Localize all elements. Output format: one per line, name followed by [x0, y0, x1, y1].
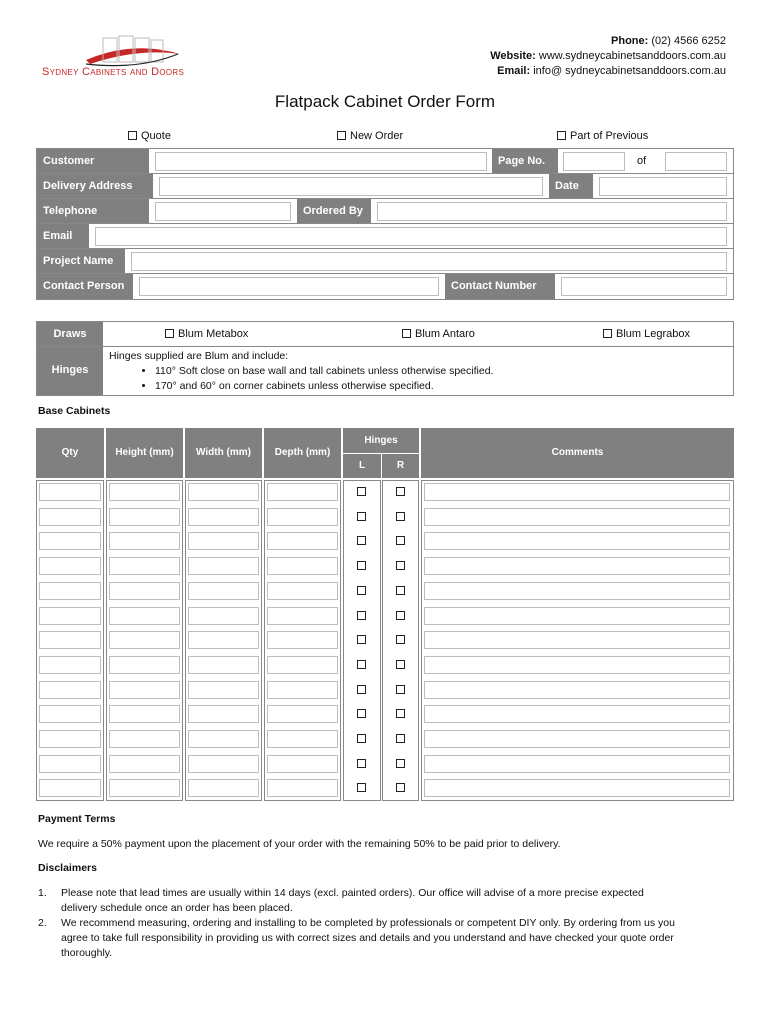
checkbox-icon[interactable]	[128, 131, 137, 140]
option-label: Quote	[141, 130, 171, 142]
height-field[interactable]	[109, 656, 180, 674]
width-field[interactable]	[188, 730, 259, 748]
width-field[interactable]	[188, 532, 259, 550]
telephone-field[interactable]	[155, 202, 291, 221]
comments-field[interactable]	[424, 607, 730, 625]
height-field[interactable]	[109, 532, 180, 550]
email-value[interactable]: info@ sydneycabinetsanddoors.com.au	[533, 65, 726, 77]
width-field[interactable]	[188, 631, 259, 649]
height-field[interactable]	[109, 582, 180, 600]
height-field[interactable]	[109, 483, 180, 501]
depth-field[interactable]	[267, 779, 338, 797]
option-label: Blum Metabox	[178, 328, 249, 340]
delivery-address-field[interactable]	[159, 177, 543, 196]
date-field[interactable]	[599, 177, 727, 196]
qty-field[interactable]	[39, 730, 101, 748]
depth-field[interactable]	[267, 755, 338, 773]
hinge-left-checkbox[interactable]	[357, 734, 366, 743]
email-label: Email:	[497, 65, 531, 77]
delivery-address-label: Delivery Address	[37, 174, 153, 198]
width-field[interactable]	[188, 557, 259, 575]
disclaimer-item	[38, 886, 678, 916]
qty-field[interactable]	[39, 705, 101, 723]
hinge-right-checkbox[interactable]	[396, 685, 405, 694]
height-field[interactable]	[109, 631, 180, 649]
depth-field[interactable]	[267, 508, 338, 526]
hinge-left-checkbox[interactable]	[357, 635, 366, 644]
depth-field[interactable]	[267, 705, 338, 723]
qty-field[interactable]	[39, 508, 101, 526]
height-field[interactable]	[109, 730, 180, 748]
hinge-left-checkbox[interactable]	[357, 611, 366, 620]
row-project-name	[37, 249, 733, 274]
depth-header: Depth (mm)	[264, 428, 341, 478]
depth-field[interactable]	[267, 730, 338, 748]
ordered-by-field[interactable]	[377, 202, 727, 221]
height-field[interactable]	[109, 557, 180, 575]
checkbox-icon[interactable]	[165, 329, 174, 338]
hinge-right-checkbox[interactable]	[396, 660, 405, 669]
depth-field[interactable]	[267, 532, 338, 550]
height-field[interactable]	[109, 779, 180, 797]
form-title: Flatpack Cabinet Order Form	[274, 92, 496, 111]
row-hinges	[37, 347, 733, 395]
height-header: Height (mm)	[106, 428, 183, 478]
project-name-label: Project Name	[37, 249, 125, 273]
height-field[interactable]	[109, 755, 180, 773]
height-field[interactable]	[109, 681, 180, 699]
hinge-right-checkbox[interactable]	[396, 709, 405, 718]
ordered-by-label: Ordered By	[297, 199, 371, 223]
width-field[interactable]	[188, 656, 259, 674]
option-quote[interactable]	[128, 130, 171, 142]
page-no-label: Page No.	[492, 149, 558, 173]
disclaimer-text: Please note that lead times are usually within 14 days (excl. painted orders). Our office will advise of a more precise expected delivery schedule once an order has been placed.	[61, 887, 644, 914]
hinge-right-checkbox[interactable]	[396, 536, 405, 545]
depth-field[interactable]	[267, 656, 338, 674]
hinge-right-checkbox[interactable]	[396, 783, 405, 792]
customer-label: Customer	[37, 149, 149, 173]
page-no-field[interactable]	[563, 152, 625, 171]
contact-person-field[interactable]	[139, 277, 439, 296]
email-label: Email	[37, 224, 89, 248]
hinges-label: Hinges	[37, 347, 103, 395]
height-field[interactable]	[109, 508, 180, 526]
option-label: Blum Legrabox	[616, 328, 690, 340]
hinge-left-checkbox[interactable]	[357, 709, 366, 718]
hinges-intro: Hinges supplied are Blum and include:	[109, 350, 289, 362]
hinge-left-checkbox[interactable]	[357, 487, 366, 496]
qty-field[interactable]	[39, 779, 101, 797]
checkbox-icon[interactable]	[402, 329, 411, 338]
width-field[interactable]	[188, 779, 259, 797]
height-field[interactable]	[109, 705, 180, 723]
comments-field[interactable]	[424, 705, 730, 723]
phone-value: (02) 4566 6252	[651, 35, 726, 47]
comments-field[interactable]	[424, 582, 730, 600]
telephone-label: Telephone	[37, 199, 149, 223]
qty-field[interactable]	[39, 557, 101, 575]
row-draws	[37, 322, 733, 347]
hinge-right-checkbox[interactable]	[396, 586, 405, 595]
page-total-field[interactable]	[665, 152, 727, 171]
checkbox-icon[interactable]	[337, 131, 346, 140]
draw-option-antaro[interactable]	[402, 328, 475, 340]
hinge-left-checkbox[interactable]	[357, 660, 366, 669]
contact-number-field[interactable]	[561, 277, 727, 296]
depth-field[interactable]	[267, 681, 338, 699]
option-part-of-previous[interactable]	[557, 130, 648, 142]
website-label: Website:	[490, 50, 536, 62]
contact-info	[490, 34, 726, 79]
width-header: Width (mm)	[185, 428, 262, 478]
row-email	[37, 224, 733, 249]
checkbox-icon[interactable]	[603, 329, 612, 338]
hinges-item: • 170° and 60° on corner cabinets unless otherwise specified.	[155, 379, 493, 394]
contact-person-label: Contact Person	[37, 274, 133, 299]
depth-field[interactable]	[267, 483, 338, 501]
payment-terms-heading: Payment Terms	[38, 813, 116, 825]
comments-field[interactable]	[424, 532, 730, 550]
disclaimers-heading: Disclaimers	[38, 862, 97, 874]
hinges-item: • 110° Soft close on base wall and tall cabinets unless otherwise specified.	[155, 364, 493, 379]
comments-field[interactable]	[424, 508, 730, 526]
hinge-left-checkbox[interactable]	[357, 759, 366, 768]
phone-label: Phone:	[611, 35, 649, 47]
qty-field[interactable]	[39, 631, 101, 649]
qty-field[interactable]	[39, 483, 101, 501]
qty-field[interactable]	[39, 755, 101, 773]
width-field[interactable]	[188, 705, 259, 723]
qty-field[interactable]	[39, 582, 101, 600]
comments-field[interactable]	[424, 755, 730, 773]
disclaimer-number: 1.	[38, 887, 47, 899]
hinge-left-checkbox[interactable]	[357, 685, 366, 694]
row-contact-person	[37, 274, 733, 299]
qty-field[interactable]	[39, 532, 101, 550]
depth-field[interactable]	[267, 607, 338, 625]
hinge-right-checkbox[interactable]	[396, 512, 405, 521]
qty-header: Qty	[36, 428, 104, 478]
company-name: Sydney Cabinets and Doors	[42, 66, 185, 78]
disclaimer-number: 2.	[38, 917, 47, 929]
hinge-right-header: R	[382, 454, 419, 478]
hardware-table	[36, 321, 734, 396]
hinge-right-checkbox[interactable]	[396, 487, 405, 496]
draws-label: Draws	[37, 322, 103, 346]
hinge-left-checkbox[interactable]	[357, 512, 366, 521]
comments-field[interactable]	[424, 730, 730, 748]
hinge-left-header: L	[343, 454, 381, 478]
width-field[interactable]	[188, 681, 259, 699]
depth-field[interactable]	[267, 631, 338, 649]
hinge-right-checkbox[interactable]	[396, 635, 405, 644]
comments-field[interactable]	[424, 483, 730, 501]
customer-details-table	[36, 148, 734, 300]
customer-field[interactable]	[155, 152, 487, 171]
option-new-order[interactable]	[337, 130, 403, 142]
option-label: Part of Previous	[570, 130, 649, 142]
hinge-left-checkbox[interactable]	[357, 561, 366, 570]
width-field[interactable]	[188, 483, 259, 501]
comments-field[interactable]	[424, 557, 730, 575]
hinge-left-checkbox[interactable]	[357, 536, 366, 545]
qty-field[interactable]	[39, 607, 101, 625]
checkbox-icon[interactable]	[557, 131, 566, 140]
hinge-right-checkbox[interactable]	[396, 734, 405, 743]
qty-field[interactable]	[39, 681, 101, 699]
comments-header: Comments	[421, 428, 734, 478]
width-field[interactable]	[188, 582, 259, 600]
disclaimer-item	[38, 916, 678, 961]
date-label: Date	[549, 174, 593, 198]
row-delivery-address	[37, 174, 733, 199]
contact-number-label: Contact Number	[445, 274, 555, 299]
width-field[interactable]	[188, 607, 259, 625]
hinge-left-checkbox[interactable]	[357, 586, 366, 595]
draw-option-legrabox[interactable]	[603, 328, 690, 340]
width-field[interactable]	[188, 508, 259, 526]
hinge-left-checkbox[interactable]	[357, 783, 366, 792]
comments-field[interactable]	[424, 779, 730, 797]
depth-field[interactable]	[267, 582, 338, 600]
payment-terms-text: We require a 50% payment upon the placement of your order with the remaining 50% to be paid prior to delivery.	[38, 838, 561, 850]
project-name-field[interactable]	[131, 252, 727, 271]
hinge-right-checkbox[interactable]	[396, 561, 405, 570]
hinges-header: Hinges	[343, 428, 419, 453]
of-label: of	[637, 155, 647, 167]
depth-field[interactable]	[267, 557, 338, 575]
option-label: New Order	[350, 130, 404, 142]
row-telephone	[37, 199, 733, 224]
website-value[interactable]: www.sydneycabinetsanddoors.com.au	[538, 50, 726, 62]
comments-field[interactable]	[424, 656, 730, 674]
height-field[interactable]	[109, 607, 180, 625]
row-customer	[37, 149, 733, 174]
comments-field[interactable]	[424, 631, 730, 649]
hinge-right-checkbox[interactable]	[396, 759, 405, 768]
base-cabinets-heading: Base Cabinets	[38, 405, 111, 417]
comments-field[interactable]	[424, 681, 730, 699]
disclaimer-text: We recommend measuring, ordering and installing to be completed by professionals or competent DIY only. By ordering from us you agree to take full responsibility in providing us with correct sizes and details and you understand and have checked your quote order thoroughly.	[61, 917, 675, 959]
draw-option-metabox[interactable]	[165, 328, 248, 340]
option-label: Blum Antaro	[415, 328, 475, 340]
hinge-right-checkbox[interactable]	[396, 611, 405, 620]
email-field[interactable]	[95, 227, 727, 246]
width-field[interactable]	[188, 755, 259, 773]
qty-field[interactable]	[39, 656, 101, 674]
hinges-info	[109, 349, 493, 394]
